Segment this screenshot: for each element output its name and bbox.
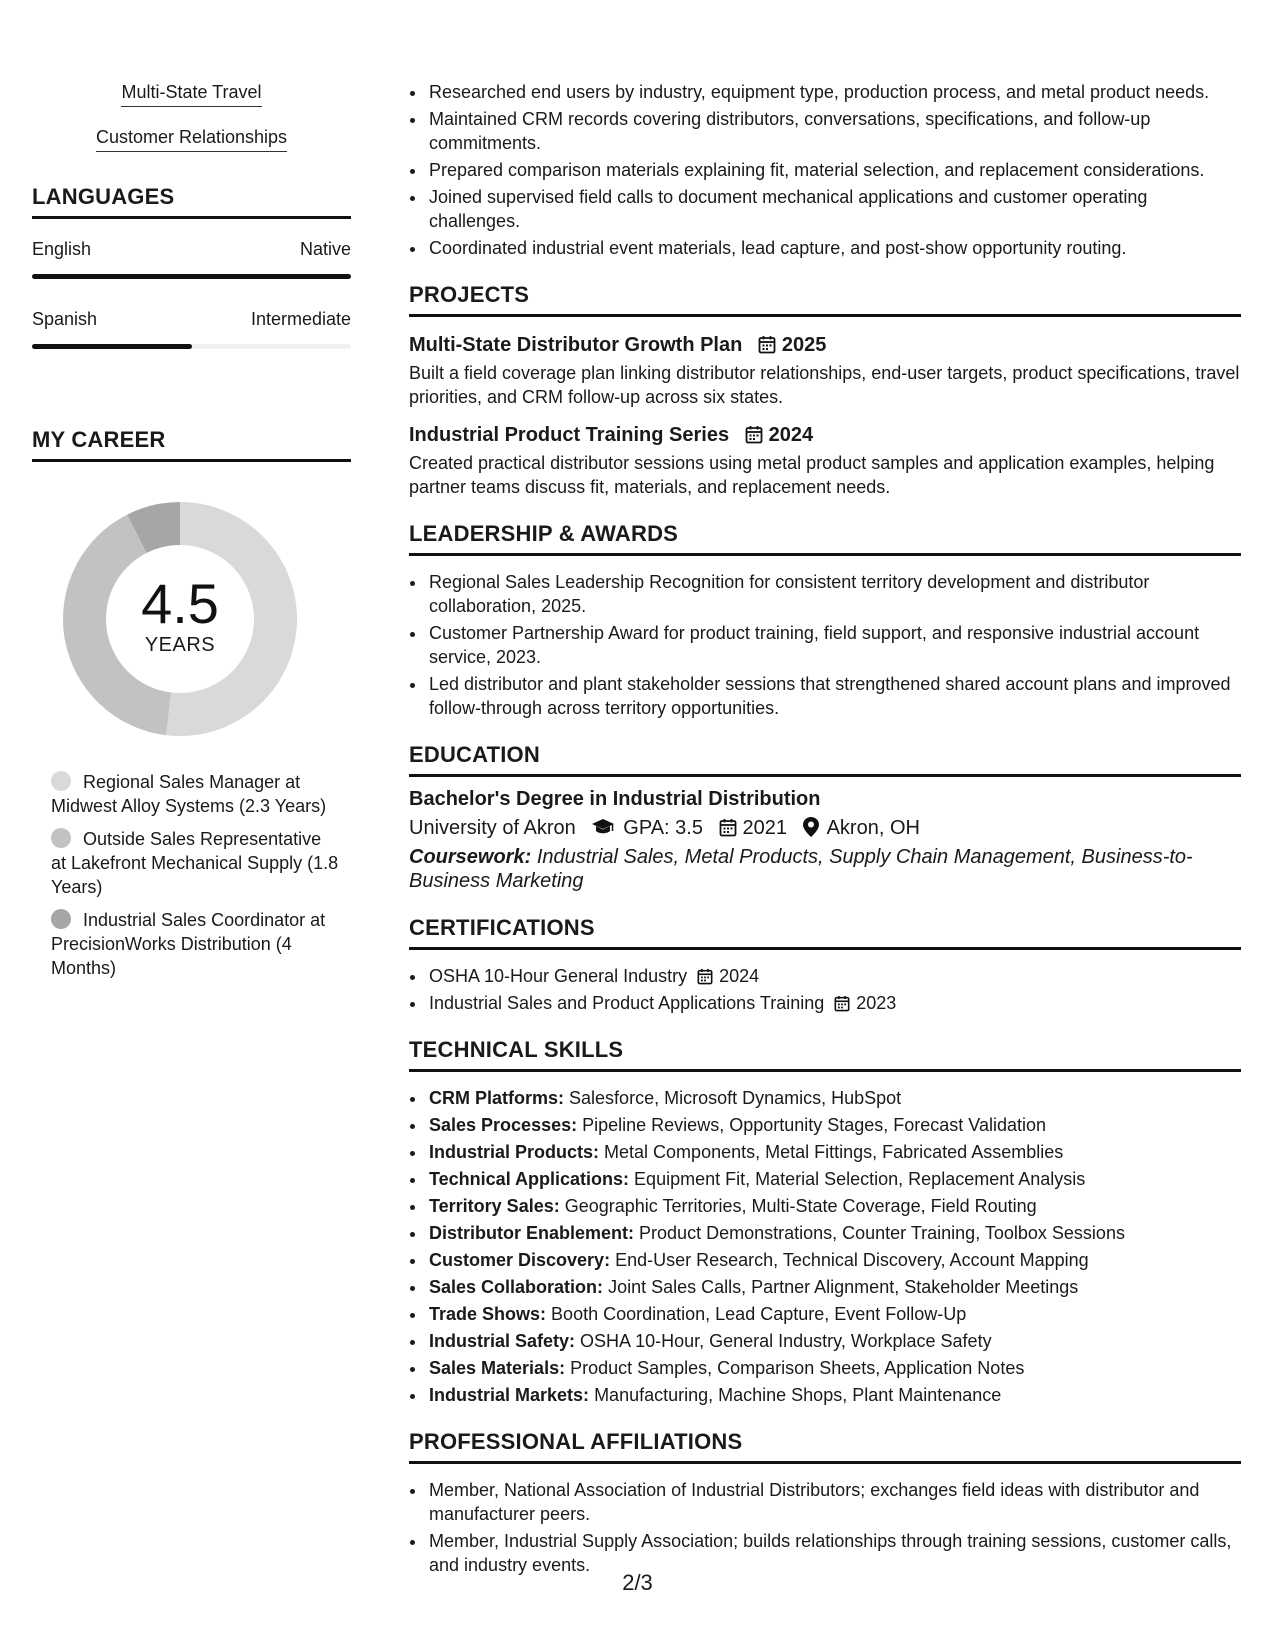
experience-bullet: • Joined supervised field calls to document mechanical applications and customer operating challenges. xyxy=(427,185,1241,233)
skill-item xyxy=(427,1383,1241,1407)
career-legend-label: Industrial Sales Coordinator at PrecisionWorks Distribution (4 Months) xyxy=(51,910,326,978)
skill-item xyxy=(427,1275,1241,1299)
affiliation-item: • Member, Industrial Supply Association; builds relationships through training sessions, customer calls, and industry events. xyxy=(427,1529,1241,1577)
career-legend xyxy=(51,770,341,980)
project-title: Multi-State Distributor Growth Plan xyxy=(409,334,743,356)
skills-list xyxy=(409,1086,1241,1407)
certification-name: Industrial Sales and Product Applications Training xyxy=(429,993,825,1013)
skill-label: Sales Processes: xyxy=(429,1115,578,1135)
skill-label: Industrial Safety: xyxy=(429,1331,576,1351)
tag-label: Multi-State Travel xyxy=(121,82,261,107)
languages-heading: LANGUAGES xyxy=(32,184,351,219)
leadership-heading: LEADERSHIP & AWARDS xyxy=(409,521,1241,556)
career-legend-item xyxy=(51,770,341,818)
language-item xyxy=(32,309,351,349)
certification-year: 2024 xyxy=(719,966,760,986)
skills-section xyxy=(409,1037,1241,1407)
calendar-icon xyxy=(758,335,776,354)
education-school: University of Akron xyxy=(409,817,576,839)
skill-item xyxy=(427,1194,1241,1218)
certifications-section xyxy=(409,915,1241,1015)
leadership-section xyxy=(409,521,1241,720)
certification-item xyxy=(427,991,1241,1015)
legend-dot xyxy=(51,771,71,791)
affiliations-list xyxy=(409,1478,1241,1577)
skill-value: Product Demonstrations, Counter Training, Toolbox Sessions xyxy=(639,1223,1125,1243)
coursework-list: Industrial Sales, Metal Products, Supply Chain Management, Business-to-Business Marketing xyxy=(409,846,1193,892)
language-proficiency-bar xyxy=(32,344,351,349)
skill-label: Sales Materials: xyxy=(429,1358,566,1378)
skill-label: Customer Discovery: xyxy=(429,1250,611,1270)
experience-bullet: • Maintained CRM records covering distributors, conversations, specifications, and follow-up commitments. xyxy=(427,107,1241,155)
language-proficiency-bar xyxy=(32,274,351,279)
skill-label: Industrial Markets: xyxy=(429,1385,590,1405)
language-proficiency-fill xyxy=(32,274,351,279)
skill-value: Product Samples, Comparison Sheets, Application Notes xyxy=(570,1358,1025,1378)
calendar-icon xyxy=(719,818,737,837)
project-title: Industrial Product Training Series xyxy=(409,424,730,446)
skill-item xyxy=(427,1248,1241,1272)
skill-label: Industrial Products: xyxy=(429,1142,600,1162)
project-year: 2025 xyxy=(781,334,827,356)
tag-item xyxy=(32,82,351,107)
skill-item xyxy=(427,1302,1241,1326)
sidebar xyxy=(32,82,351,989)
career-legend-item xyxy=(51,827,341,899)
certification-item xyxy=(427,964,1241,988)
coursework-label: Coursework: xyxy=(409,846,532,868)
graduation-cap-icon xyxy=(591,818,615,836)
skill-label: Territory Sales: xyxy=(429,1196,560,1216)
skill-item xyxy=(427,1221,1241,1245)
skill-value: Booth Coordination, Lead Capture, Event Follow-Up xyxy=(551,1304,967,1324)
skill-item xyxy=(427,1140,1241,1164)
map-pin-icon xyxy=(803,817,819,837)
certification-year: 2023 xyxy=(856,993,897,1013)
career-total-value: 4.5 xyxy=(141,572,219,635)
skill-label: Sales Collaboration: xyxy=(429,1277,604,1297)
project-item xyxy=(409,421,1241,499)
legend-dot xyxy=(51,909,71,929)
skill-value: Geographic Territories, Multi-State Coverage, Field Routing xyxy=(564,1196,1037,1216)
language-item xyxy=(32,239,351,279)
skill-value: Salesforce, Microsoft Dynamics, HubSpot xyxy=(569,1088,902,1108)
skill-item xyxy=(427,1329,1241,1353)
leadership-item: • Regional Sales Leadership Recognition for consistent territory development and distributor collaboration, 2025. xyxy=(427,570,1241,618)
languages-section xyxy=(32,184,351,349)
certifications-list xyxy=(409,964,1241,1015)
legend-dot xyxy=(51,828,71,848)
career-donut-chart xyxy=(55,494,305,744)
project-description: Created practical distributor sessions using metal product samples and application examples, helping partner teams discuss fit, materials, and replacement needs. xyxy=(409,453,1215,497)
language-level: Native xyxy=(299,239,351,259)
career-legend-label: Outside Sales Representative at Lakefront Mechanical Supply (1.8 Years) xyxy=(51,829,339,897)
page-number: 2/3 xyxy=(622,1570,653,1595)
affiliations-heading: PROFESSIONAL AFFILIATIONS xyxy=(409,1429,1241,1464)
leadership-list xyxy=(409,570,1241,720)
skill-value: Manufacturing, Machine Shops, Plant Maintenance xyxy=(594,1385,1002,1405)
education-gpa: GPA: 3.5 xyxy=(623,817,703,839)
education-location: Akron, OH xyxy=(826,817,920,839)
leadership-item: • Led distributor and plant stakeholder sessions that strengthened shared account plans and improved follow-through across territory opportunities. xyxy=(427,672,1241,720)
project-year: 2024 xyxy=(768,424,814,446)
skill-item xyxy=(427,1086,1241,1110)
skills-heading: TECHNICAL SKILLS xyxy=(409,1037,1241,1072)
skill-label: Distributor Enablement: xyxy=(429,1223,635,1243)
affiliation-item: • Member, National Association of Industrial Distributors; exchanges field ideas with distributor and manufacturer peers. xyxy=(427,1478,1241,1526)
education-section xyxy=(409,742,1241,893)
language-name: Spanish xyxy=(32,309,98,329)
language-name: English xyxy=(32,239,92,259)
education-degree: Bachelor's Degree in Industrial Distribution xyxy=(409,788,821,810)
skill-label: Trade Shows: xyxy=(429,1304,547,1324)
project-item xyxy=(409,331,1241,409)
skill-value: End-User Research, Technical Discovery, Account Mapping xyxy=(615,1250,1089,1270)
career-total-unit: YEARS xyxy=(144,634,216,656)
project-description: Built a field coverage plan linking distributor relationships, end-user targets, product specifications, travel priorities, and CRM follow-up across six states. xyxy=(409,363,1240,407)
skill-item xyxy=(427,1167,1241,1191)
language-proficiency-fill xyxy=(32,344,192,349)
language-level: Intermediate xyxy=(250,309,351,329)
leadership-item: • Customer Partnership Award for product training, field support, and responsive industrial account service, 2023. xyxy=(427,621,1241,669)
calendar-icon xyxy=(697,968,713,985)
skill-value: Equipment Fit, Material Selection, Replacement Analysis xyxy=(634,1169,1086,1189)
education-year: 2021 xyxy=(742,817,788,839)
skill-label: Technical Applications: xyxy=(429,1169,630,1189)
experience-bullet: • Coordinated industrial event materials, lead capture, and post-show opportunity routing. xyxy=(427,236,1241,260)
skill-label: CRM Platforms: xyxy=(429,1088,565,1108)
experience-bullet: • Prepared comparison materials explaining fit, material selection, and replacement considerations. xyxy=(427,158,1241,182)
career-legend-label: Regional Sales Manager at Midwest Alloy Systems (2.3 Years) xyxy=(51,772,327,816)
strength-tags xyxy=(32,82,351,152)
education-coursework xyxy=(409,845,1241,893)
experience-bullet: • Researched end users by industry, equipment type, production process, and metal product needs. xyxy=(427,80,1241,104)
skill-value: OSHA 10-Hour, General Industry, Workplace Safety xyxy=(580,1331,992,1351)
main-content xyxy=(409,80,1241,1580)
skill-value: Pipeline Reviews, Opportunity Stages, Forecast Validation xyxy=(582,1115,1047,1135)
tag-item xyxy=(32,127,351,152)
education-heading: EDUCATION xyxy=(409,742,1241,777)
skill-item xyxy=(427,1356,1241,1380)
calendar-icon xyxy=(745,425,763,444)
career-section xyxy=(32,427,351,980)
calendar-icon xyxy=(834,995,850,1012)
skill-item xyxy=(427,1113,1241,1137)
certification-name: OSHA 10-Hour General Industry xyxy=(429,966,688,986)
career-heading: MY CAREER xyxy=(32,427,351,462)
experience-bullets xyxy=(409,80,1241,260)
tag-label: Customer Relationships xyxy=(96,127,287,152)
skill-value: Joint Sales Calls, Partner Alignment, Stakeholder Meetings xyxy=(608,1277,1079,1297)
affiliations-section xyxy=(409,1429,1241,1577)
projects-section xyxy=(409,282,1241,499)
career-legend-item xyxy=(51,908,341,980)
donut-center xyxy=(55,494,305,744)
projects-heading: PROJECTS xyxy=(409,282,1241,317)
certifications-heading: CERTIFICATIONS xyxy=(409,915,1241,950)
education-meta xyxy=(409,813,1241,843)
skill-value: Metal Components, Metal Fittings, Fabricated Assemblies xyxy=(604,1142,1064,1162)
